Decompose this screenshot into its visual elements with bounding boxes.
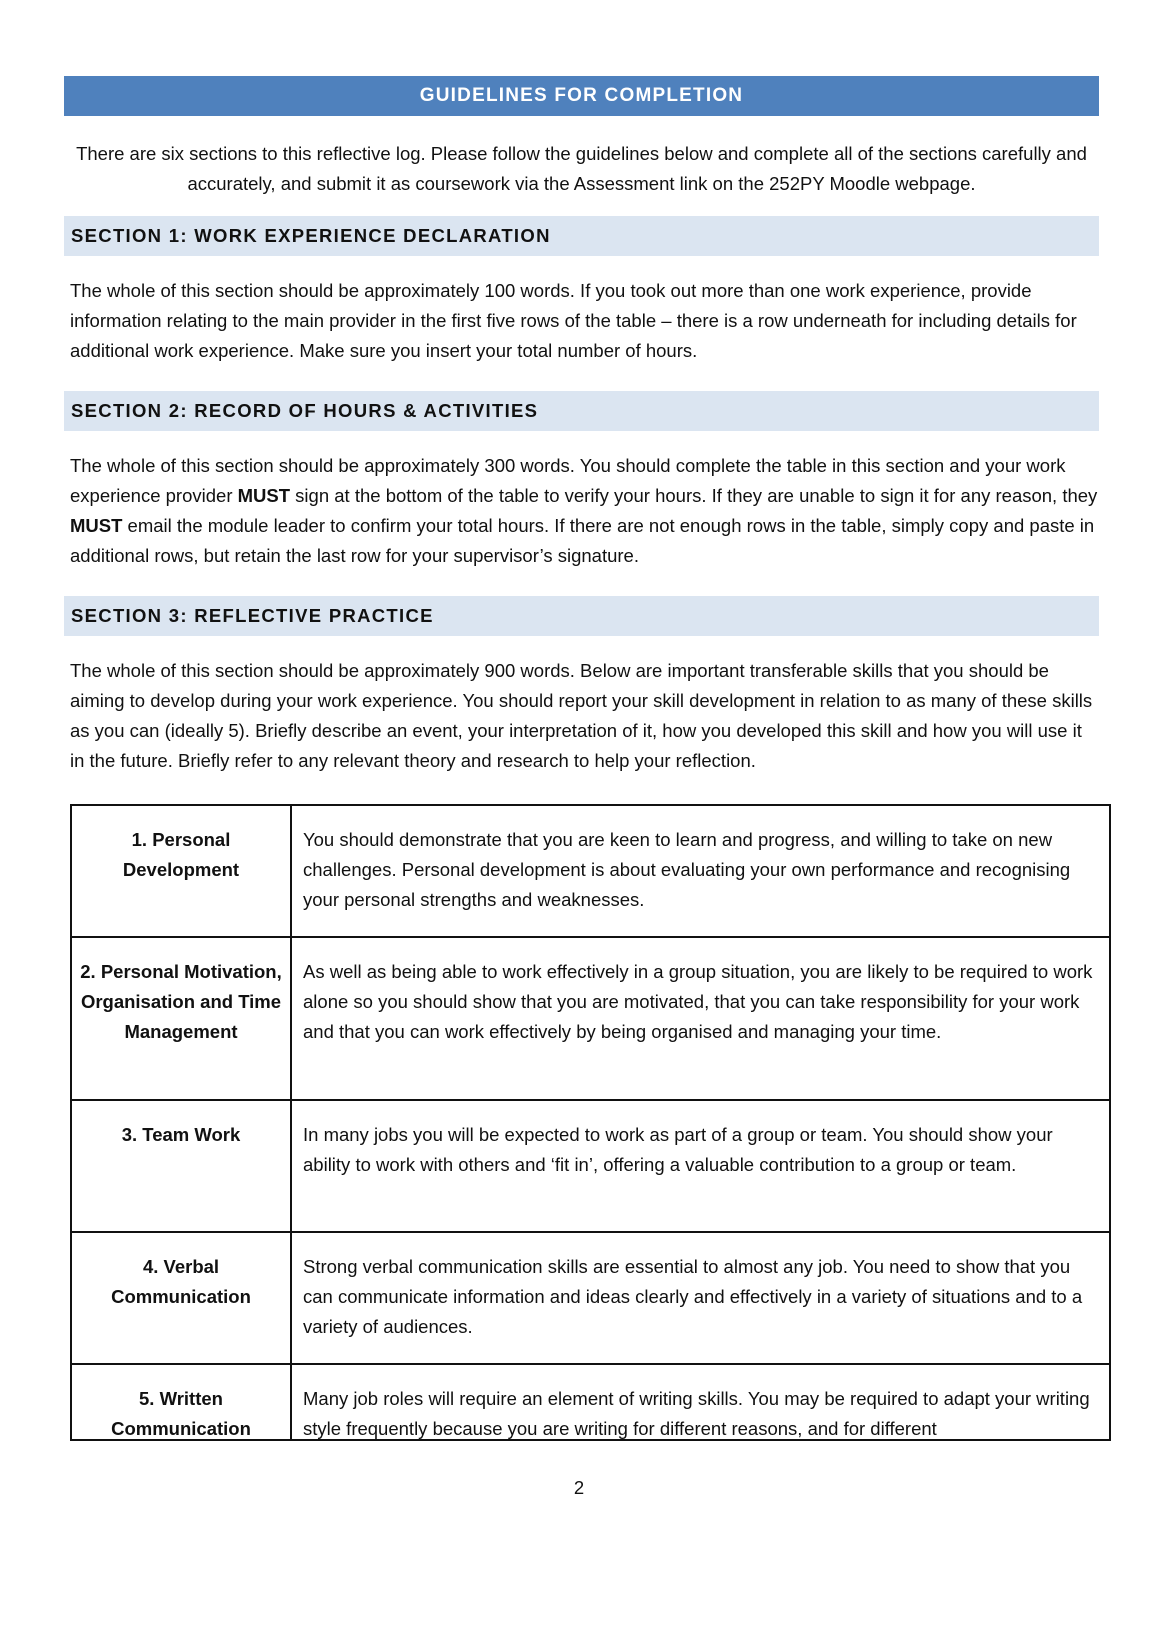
section-3-text: The whole of this section should be approximately 900 words. Below are important transferable skills that you should be aiming to develop during your work experience. You should report your skill development in relation to as many of these skills as you can (ideally 5). Briefly describe an event, your interpretation of it, how you developed this skill and how you will use it in the future. Briefly refer to any relevant theory and research to help your reflection. [70,660,1093,771]
section-2-heading [64,391,1099,431]
section-3-heading-text: SECTION 3: REFLECTIVE PRACTICE [71,605,434,626]
skill-description: As well as being able to work effectively in a group situation, you are likely to be required to work alone so you should show that you are motivated, that you can take responsibility for your work and that you can work effectively by being organised and managing your time. [303,961,1093,1042]
section-1-text: The whole of this section should be approximately 100 words. If you took out more than one work experience, provide information relating to the main provider in the first five rows of the table – there is a row underneath for including details for additional work experience. Make sure you insert your total number of hours. [70,280,1077,361]
skill-name: 1. Personal Development [72,806,292,936]
skill-row [72,938,1109,1101]
section-2-emphasis-must-1: MUST [237,485,291,506]
skill-row [72,1233,1109,1365]
banner-title: GUIDELINES FOR COMPLETION [419,85,744,106]
section-1-heading [64,216,1099,256]
skill-name: 2. Personal Motivation, Organisation and Time Management [72,938,292,1099]
section-2-text-part-3: email the module leader to confirm your total hours. If there are not enough rows in the table, simply copy and paste in additional rows, but retain the last row for your supervisor’s signature. [70,515,1095,566]
section-3-paragraph [70,656,1100,776]
section-2-paragraph [70,451,1100,571]
guidelines-banner [64,76,1099,116]
skill-row [72,1365,1109,1441]
skill-description: Strong verbal communication skills are essential to almost any job. You need to show that you can communicate information and ideas clearly and effectively in a variety of situations and to a variety of audiences. [303,1256,1083,1337]
intro-paragraph: There are six sections to this reflective log. Please follow the guidelines below and complete all of the sections carefully and accurately, and submit it as coursework via the Assessment link on the 252PY Moodle webpage. [76,143,1087,194]
skill-row [72,806,1109,938]
skills-table [70,804,1111,1441]
section-1-paragraph [70,276,1100,366]
section-2-heading-text: SECTION 2: RECORD OF HOURS & ACTIVITIES [71,400,539,421]
skill-name: 3. Team Work [72,1101,292,1231]
section-3-heading [64,596,1099,636]
section-1-heading-text: SECTION 1: WORK EXPERIENCE DECLARATION [71,225,551,246]
skill-row [72,1101,1109,1233]
skill-description: You should demonstrate that you are keen to learn and progress, and willing to take on new challenges. Personal development is about evaluating your own performance and recognising your personal strengths and weaknesses. [303,829,1071,910]
skill-name: 5. Written Communication [72,1365,292,1441]
skill-description: Many job roles will require an element of writing skills. You may be required to adapt your writing style frequently because you are writing for different reasons, and for different [303,1388,1090,1439]
section-2-emphasis-must-2: MUST [70,515,123,536]
skill-name: 4. Verbal Communication [72,1233,292,1363]
section-2-text-part-1: The whole of this section should be approximately 300 words. You should complete the table in this section and your work experience provider [70,455,1066,506]
page-number: 2 [573,1477,585,1498]
section-2-text-part-2: sign at the bottom of the table to verify your hours. If they are unable to sign it for any reason, they [290,485,1098,506]
skill-description: In many jobs you will be expected to work as part of a group or team. You should show your ability to work with others and ‘fit in’, offering a valuable contribution to a group or team. [303,1124,1053,1175]
